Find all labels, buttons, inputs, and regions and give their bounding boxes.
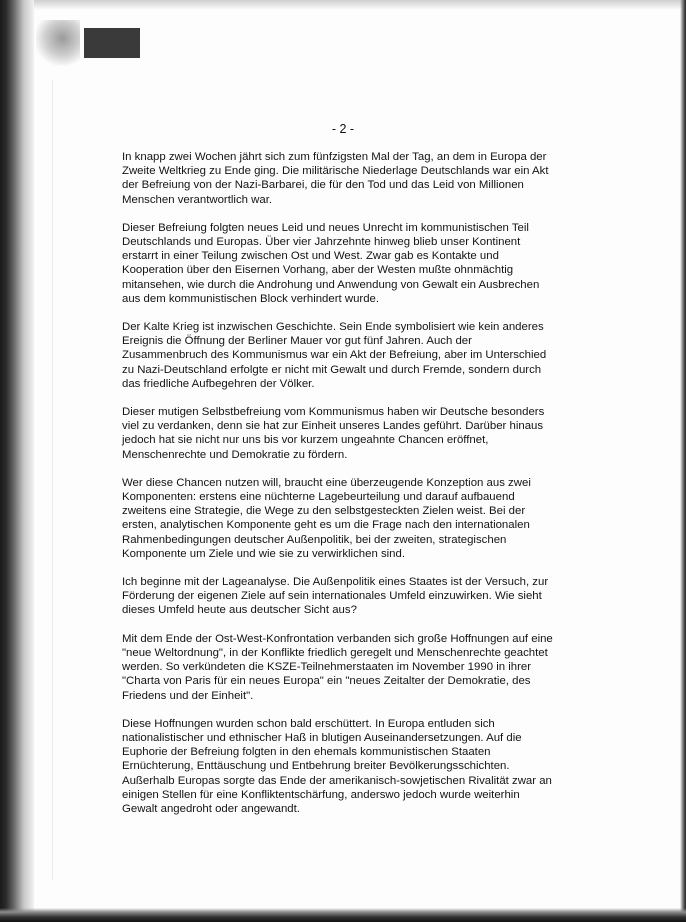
scan-edge-right (680, 0, 686, 922)
text-line: Rahmenbedingungen deutscher Außenpolitik, bei der zweiten, strategischen (122, 533, 507, 546)
text-line: Deutschlands und Europas. Über vier Jahrzehnte hinweg blieb unser Kontinent (122, 236, 521, 249)
text-line: Mit dem Ende der Ost-West-Konfrontation verbanden sich große Hoffnungen auf eine (122, 632, 553, 645)
text-line: jedoch hat sie nicht nur uns bis vor kurzem ungeahnte Chancen eröffnet, (122, 434, 489, 447)
text-line: "neue Weltordnung", in der Konflikte friedlich geregelt und Menschenrechte geachtet (122, 646, 548, 659)
text-line: ersten, analytischen Komponente geht es um die Frage nach den internationalen (122, 519, 530, 532)
text-line: viel zu verdanken, denn sie hat zur Einheit unseres Landes geführt. Darüber hinaus (122, 420, 544, 433)
text-line: nationalistischer und ethnischer Haß in blutigen Auseinandersetzungen. Auf die (122, 731, 522, 744)
text-line: Euphorie der Befreiung folgten in den ehemals kommunistischen Staaten (122, 746, 491, 759)
text-line: Der Kalte Krieg ist inzwischen Geschichte. Sein Ende symbolisiert wie kein anderes (122, 321, 544, 334)
text-line: Außerhalb Europas sorgte das Ende der amerikanisch-sowjetischen Rivalität zwar an (122, 774, 552, 787)
scan-dark-mark (84, 28, 140, 58)
scan-edge-left (0, 0, 34, 922)
scan-edge-top (0, 0, 686, 10)
text-line: aus dem kommunistischen Block verhindert wurde. (122, 292, 380, 305)
text-line: Dieser Befreiung folgten neues Leid und neues Unrecht im kommunistischen Teil (122, 221, 529, 234)
text-line: "Charta von Paris für ein neues Europa" ein "neues Zeitalter der Demokratie, des (122, 675, 531, 688)
text-line: Dieser mutigen Selbstbefreiung vom Kommunismus haben wir Deutsche besonders (122, 406, 545, 419)
text-line: Zusammenbruch des Kommunismus war ein Akt der Befreiung, aber im Unterschied (122, 349, 547, 362)
text-line: zweitens eine Strategie, die Wege zu den selbstgesteckten Zielen weist. Bei der (122, 505, 526, 518)
text-line: Komponenten: erstens eine nüchterne Lagebeurteilung und darauf aufbauend (122, 491, 515, 504)
text-line: Förderung der eigenen Ziele auf sein internationales Umfeld einzuwirken. Wie sieht (122, 590, 542, 603)
page-number: - 2 - (331, 122, 355, 136)
text-line: Friedens und der Einheit". (122, 689, 254, 702)
paragraph (122, 717, 558, 816)
text-line: Wer diese Chancen nutzen will, braucht eine überzeugende Konzeption aus zwei (122, 476, 531, 489)
text-line: Menschenrechte und Demokratie zu fördern. (122, 448, 348, 461)
paragraph (122, 405, 558, 462)
text-line: Ich beginne mit der Lageanalyse. Die Außenpolitik eines Staates ist der Versuch, zur (122, 576, 549, 589)
text-line: dieses Umfeld heute aus deutscher Sicht aus? (122, 604, 357, 617)
text-line: mitansehen, wie durch die Androhung und Anwendung von Gewalt ein Ausbrechen (122, 278, 540, 291)
text-line: erstarrt in einer Teilung zwischen Ost und West. Zwar gab es Kontakte und (122, 250, 499, 263)
text-line: Menschen verantwortlich war. (122, 193, 273, 206)
text-line: einigen Stellen für eine Konfliktentschärfung, anderswo jedoch wurde weiterhin (122, 788, 520, 801)
text-line: Ernüchterung, Enttäuschung und Entbehrung breiter Bevölkerungsschichten. (122, 760, 510, 773)
text-line: Komponente um Ziele und wie sie zu verwirklichen sind. (122, 547, 406, 560)
paragraph (122, 320, 558, 391)
text-line: Ereignis die Öffnung der Berliner Mauer vor gut fünf Jahren. Auch der (122, 335, 472, 348)
text-line: werden. So verkündeten die KSZE-Teilnehmerstaaten im November 1990 in ihrer (122, 661, 532, 674)
paragraph (122, 632, 558, 703)
text-line: Kooperation über den Eisernen Vorhang, aber der Westen mußte ohnmächtig (122, 264, 514, 277)
text-line: zu Nazi-Deutschland erfolgte er nicht mit Gewalt und durch Fremde, sondern durch (122, 363, 542, 376)
paragraph (122, 476, 558, 561)
scan-fold-line (52, 80, 53, 880)
text-line: Gewalt angedroht oder angewandt. (122, 802, 300, 815)
scan-edge-bottom (0, 908, 686, 922)
text-line: In knapp zwei Wochen jährt sich zum fünfzigsten Mal der Tag, an dem in Europa der (122, 151, 547, 163)
paragraph (122, 221, 558, 306)
text-line: Diese Hoffnungen wurden schon bald erschüttert. In Europa entluden sich (122, 717, 495, 730)
document-body (122, 150, 558, 830)
text-line: Zweite Weltkrieg zu Ende ging. Die militärische Niederlage Deutschlands war ein Akt (122, 165, 549, 178)
text-line: der Befreiung von der Nazi-Barbarei, die für den Tod und das Leid von Millionen (122, 179, 524, 192)
paragraph (122, 150, 558, 207)
scan-smudge (36, 20, 80, 66)
paragraph (122, 575, 558, 618)
text-line: das friedliche Aufbegehren der Völker. (122, 377, 315, 390)
